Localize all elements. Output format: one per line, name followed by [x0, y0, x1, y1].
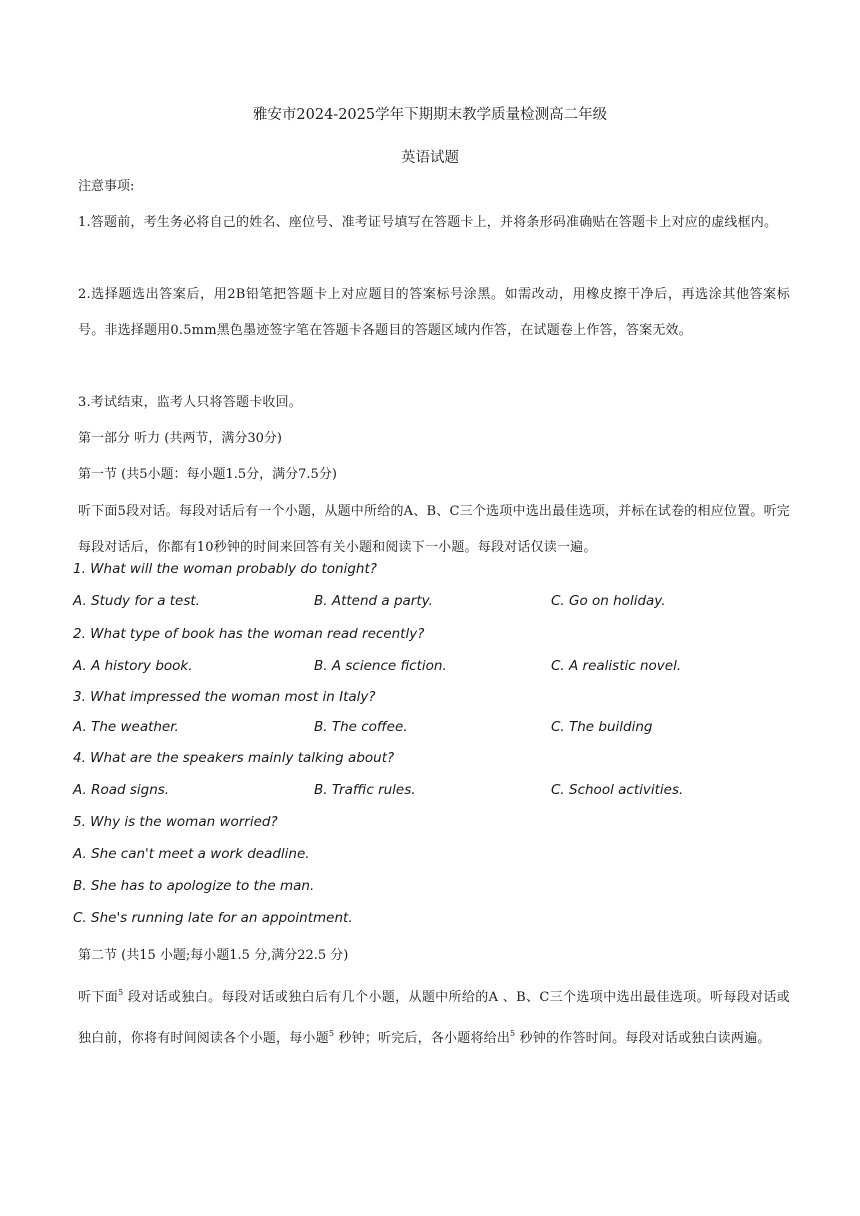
q4-option-c: C. School activities. — [551, 782, 684, 798]
notice-item-2: 2.选择题选出答案后，用2B铅笔把答题卡上对应题目的答案标号涂黑。如需改动，用橡皮擦干净后，再选涂其他答案标号。非选择题用0.5mm黑色墨迹签字笔在答题卡各题目的答题区域内作答，在试题卷上作答，答案无效。 — [78, 287, 790, 338]
section2-instructions: 听下面$^5$ 段对话或独白。每段对话或独白后有几个小题，从题中所给的A 、B、C三个选项中选出最佳选项。听每段对话或独白前，你将有时间阅读各个小题，每小题$^5$ 秒钟；听完后，各小题将给出$^5$ 秒钟的作答时间。每段对话或独白读两遍。 — [78, 988, 790, 1046]
section1-instructions: 听下面5段对话。每段对话后有一个小题，从题中所给的A、B、C三个选项中选出最佳选项，并标在试卷的相应位置。听完每段对话后，你都有10秒钟的时间来回答有关小题和阅读下一小题。每段对话仅读一遍。 — [78, 504, 790, 555]
section2-heading: 第二节 (共15 小题;每小题1.5 分,满分22.5 分) — [78, 948, 349, 963]
exam-title: 雅安市2024-2025学年下期期末教学质量检测高二年级 — [252, 107, 608, 123]
notice-heading: 注意事项: — [78, 179, 135, 194]
q1-option-b: B. Attend a party. — [314, 593, 433, 609]
q2-option-c: C. A realistic novel. — [551, 658, 682, 674]
q5-option-b: B. She has to apologize to the man. — [73, 878, 315, 894]
sup-five-3: 5 — [510, 1029, 516, 1038]
question-3: 3. What impressed the woman most in Italy? — [73, 689, 376, 705]
q4-option-b: B. Traffic rules. — [314, 782, 416, 798]
q1-option-c: C. Go on holiday. — [551, 593, 666, 609]
q2-option-a: A. A history book. — [73, 658, 193, 674]
q2-option-b: B. A science fiction. — [314, 658, 447, 674]
exam-subtitle: 英语试题 — [401, 150, 459, 166]
q1-option-a: A. Study for a test. — [73, 593, 200, 609]
notice-item-3: 3.考试结束，监考人只将答题卡收回。 — [78, 395, 303, 410]
q5-option-c: C. She's running late for an appointment. — [73, 910, 353, 926]
question-5: 5. Why is the woman worried? — [73, 814, 278, 830]
q3-option-a: A. The weather. — [73, 719, 179, 735]
question-2: 2. What type of book has the woman read recently? — [73, 626, 425, 642]
sup-five-1: 5 — [118, 988, 124, 997]
q5-option-a: A. She can't meet a work deadline. — [73, 846, 310, 862]
notice-item-1: 1.答题前，考生务必将自己的姓名、座位号、准考证号填写在答题卡上，并将条形码准确贴在答题卡上对应的虚线框内。 — [78, 215, 778, 230]
question-4: 4. What are the speakers mainly talking about? — [73, 750, 395, 766]
question-1: 1. What will the woman probably do tonight? — [73, 561, 377, 577]
q3-option-b: B. The coffee. — [314, 719, 408, 735]
part1-heading: 第一部分 听力 (共两节，满分30分) — [78, 431, 282, 446]
section1-heading: 第一节 (共5小题：每小题1.5分，满分7.5分) — [78, 467, 337, 482]
sup-five-2: 5 — [328, 1029, 335, 1038]
q3-option-c: C. The building — [551, 719, 653, 735]
q4-option-a: A. Road signs. — [73, 782, 170, 798]
